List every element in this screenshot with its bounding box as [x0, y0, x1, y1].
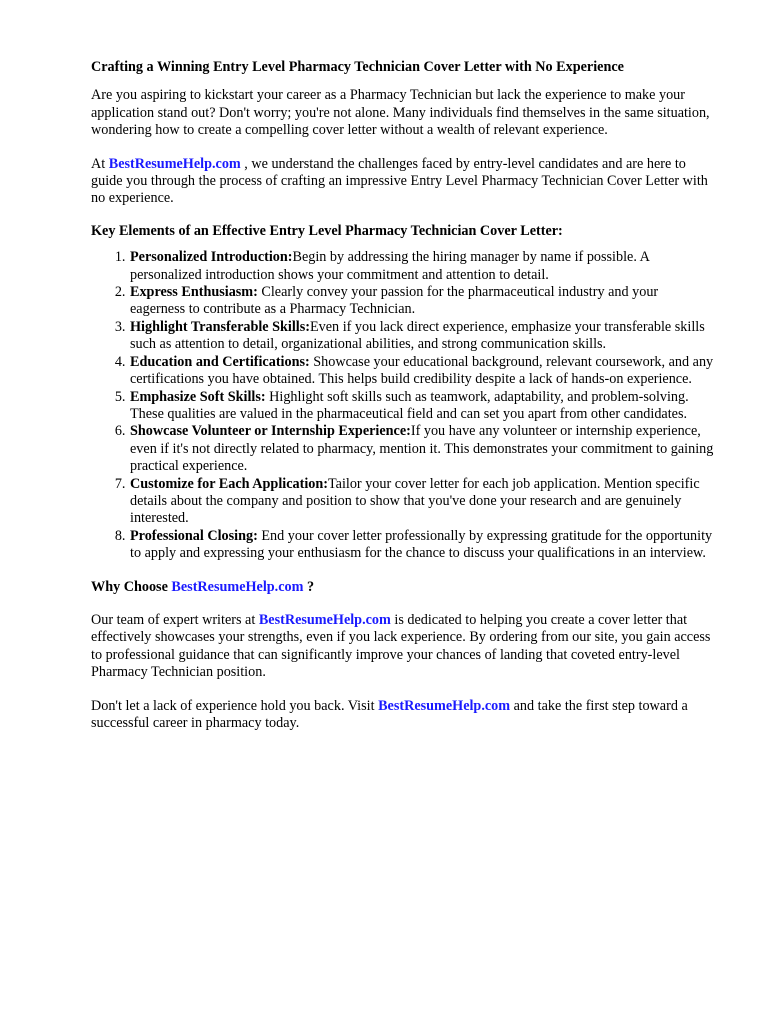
- list-item-text: Tailor your cover letter for each job application. Mention specific details about the company and position to show that you've done your research and are genuinely interested.: [130, 475, 700, 527]
- list-item-label: Emphasize Soft Skills:: [130, 388, 266, 405]
- site-link[interactable]: BestResumeHelp.com: [258, 611, 391, 628]
- list-item-label: Showcase Volunteer or Internship Experience:: [130, 423, 411, 440]
- list-item-text: Clearly convey your passion for the pharmaceutical industry and your eagerness to contribute as a Pharmacy Technician.: [130, 284, 659, 318]
- list-item-label: Professional Closing:: [130, 527, 258, 544]
- closing-paragraph: [91, 698, 714, 733]
- list-item: [129, 389, 714, 424]
- team-suffix: is dedicated to helping you create a cover letter that effectively showcases your strengths, even if you lack experience. By ordering from our site, you gain access to professional guidance that can significantly improve your chances of landing that coveted entry-level Pharmacy Technician position.: [91, 611, 711, 681]
- key-elements-list: [91, 249, 714, 562]
- why-choose-heading: [91, 579, 714, 596]
- list-item: [129, 476, 714, 528]
- list-item-label: Express Enthusiasm:: [130, 284, 258, 301]
- list-item: [129, 423, 714, 475]
- list-item-text: Begin by addressing the hiring manager by name if possible. A personalized introduction shows your commitment and attention to detail.: [130, 249, 650, 283]
- list-item: [129, 249, 714, 284]
- site-link[interactable]: BestResumeHelp.com: [108, 155, 241, 172]
- closing-suffix: and take the first step toward a successful career in pharmacy today.: [91, 697, 688, 731]
- list-item-label: Personalized Introduction:: [130, 249, 293, 266]
- list-item-label: Education and Certifications:: [130, 353, 310, 370]
- list-item-text: Highlight soft skills such as teamwork, adaptability, and problem-solving. These qualities are valued in the pharmaceutical field and can set you apart from other candidates.: [130, 388, 689, 422]
- team-paragraph: [91, 612, 714, 682]
- list-item-label: Customize for Each Application:: [130, 475, 328, 492]
- at-prefix: At: [91, 155, 109, 172]
- list-item-text: End your cover letter professionally by expressing gratitude for the opportunity to apply and expressing your enthusiasm for the chance to discuss your qualifications in an interview.: [130, 527, 713, 562]
- why-suffix: ?: [303, 578, 315, 595]
- list-item-text: Showcase your educational background, relevant coursework, and any certifications you have obtained. This helps build credibility despite a lack of hands-on experience.: [130, 353, 714, 388]
- at-suffix: , we understand the challenges faced by entry-level candidates and are here to guide you through the process of crafting an impressive Entry Level Pharmacy Technician Cover Letter with no experience.: [91, 155, 708, 207]
- list-item: [129, 354, 714, 389]
- list-item: [129, 284, 714, 319]
- why-prefix: Why Choose: [91, 578, 172, 595]
- list-item: [129, 528, 714, 563]
- document-title: Crafting a Winning Entry Level Pharmacy Technician Cover Letter with No Experience: [91, 59, 624, 75]
- site-link[interactable]: BestResumeHelp.com: [378, 697, 511, 714]
- list-item-label: Highlight Transferable Skills:: [130, 318, 310, 335]
- key-elements-heading: Key Elements of an Effective Entry Level Pharmacy Technician Cover Letter:: [91, 222, 563, 239]
- site-link[interactable]: BestResumeHelp.com: [171, 578, 304, 595]
- list-item-text: Even if you lack direct experience, emphasize your transferable skills such as attention to detail, organizational abilities, and strong communication skills.: [130, 318, 705, 353]
- list-item: [129, 319, 714, 354]
- at-paragraph: [91, 156, 714, 208]
- closing-prefix: Don't let a lack of experience hold you back. Visit: [91, 697, 379, 714]
- intro-paragraph: Are you aspiring to kickstart your career as a Pharmacy Technician but lack the experience to make your application stand out? Don't worry; you're not alone. Many individuals find themselves in the same situation, wondering how to create a compelling cover letter without a wealth of relevant experience.: [91, 87, 710, 139]
- list-item-text: If you have any volunteer or internship experience, even if it's not directly related to pharmacy, mention it. This demonstrates your commitment to gaining practical experience.: [130, 423, 714, 475]
- team-prefix: Our team of expert writers at: [91, 611, 259, 628]
